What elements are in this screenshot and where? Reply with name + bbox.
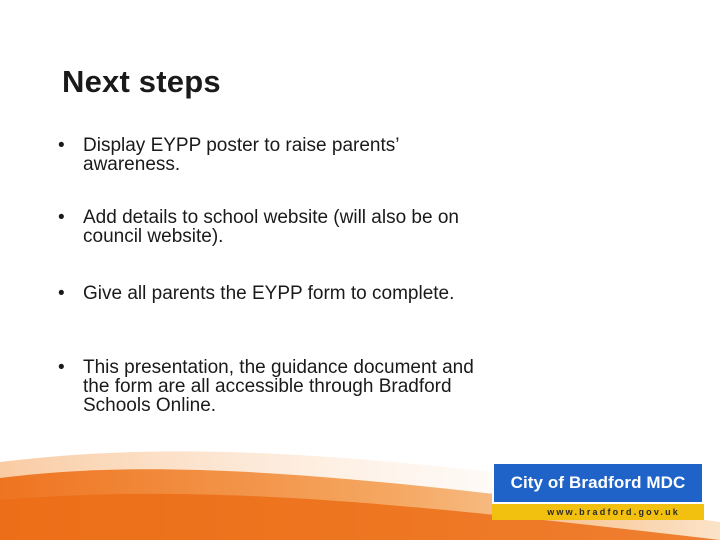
bullet-text: Display EYPP poster to raise parents’ awareness. (83, 135, 399, 175)
bullet-dot: • (58, 357, 65, 378)
logo-url: www.bradford.gov.uk (492, 504, 704, 520)
bullet-item (58, 136, 478, 174)
bullet-item (58, 284, 454, 303)
bullet-text: This presentation, the guidance document and the form are all accessible through Bradford Schools Online. (83, 357, 474, 416)
bullet-text: Give all parents the EYPP form to complete. (83, 283, 455, 304)
bullet-dot: • (58, 283, 65, 304)
bullet-item (58, 358, 478, 415)
bullet-item (58, 208, 478, 246)
bullet-text: Add details to school website (will also be on council website). (83, 207, 459, 247)
bullet-dot: • (58, 207, 65, 228)
slide-title: Next steps (62, 64, 221, 99)
city-of-bradford-logo (492, 462, 704, 520)
bullet-dot: • (58, 135, 65, 156)
logo-name: City of Bradford MDC (492, 462, 704, 504)
